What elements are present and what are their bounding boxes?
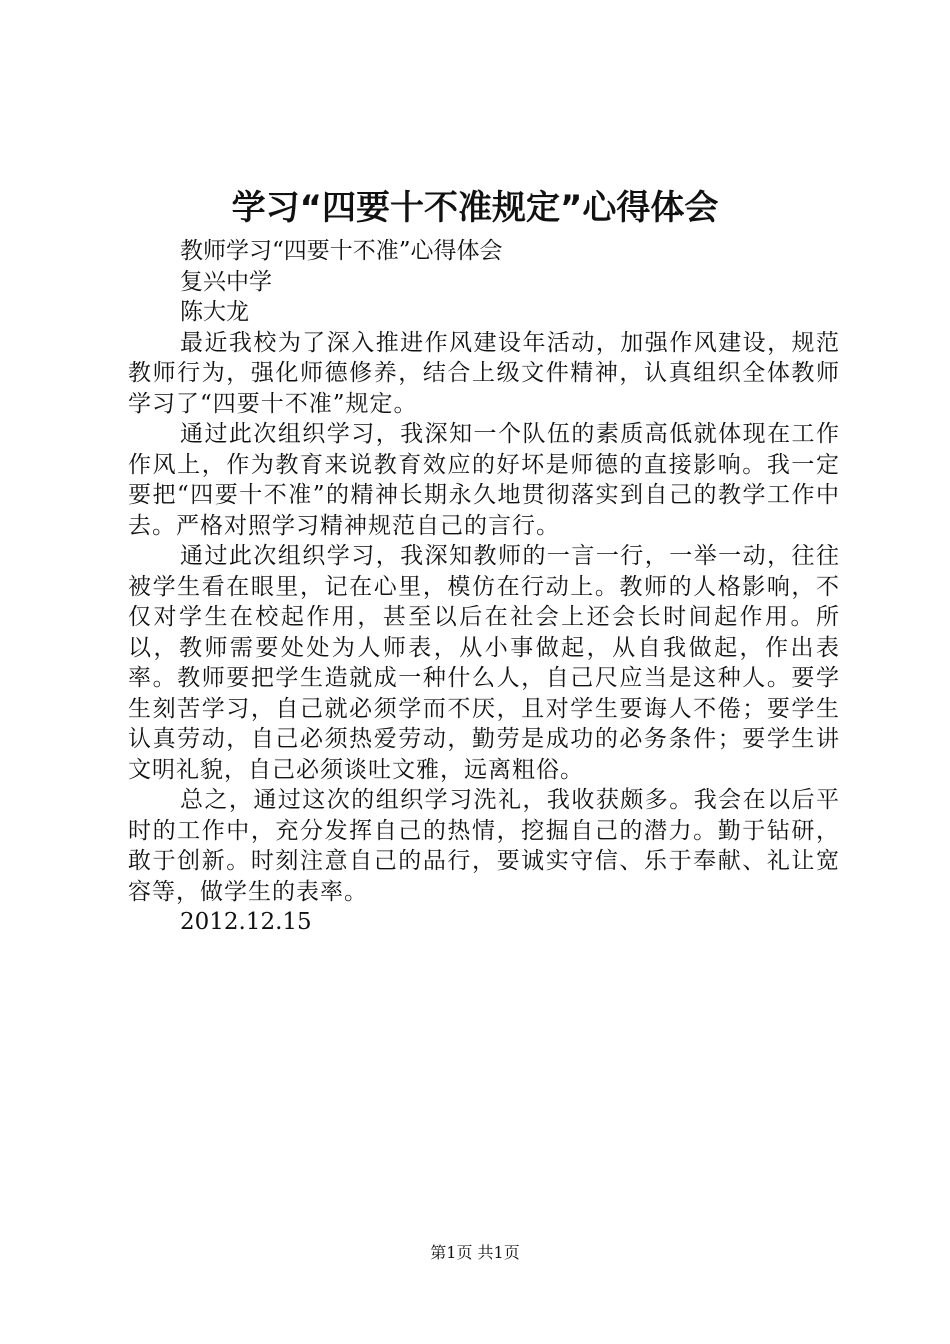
paragraph-1: 最近我校为了深入推进作风建设年活动，加强作风建设，规范教师行为，强化师德修养，结合上级文件精神，认真组织全体教师学习了“四要十不准”规定。	[128, 329, 840, 417]
author-name: 陈大龙	[180, 299, 249, 325]
document-title: 学习“四要十不准规定”心得体会	[231, 188, 719, 228]
document-subtitle: 教师学习“四要十不准”心得体会	[180, 238, 503, 264]
document-date: 2012.12.15	[180, 909, 312, 935]
page-footer: 第1页 共1页	[430, 1243, 520, 1262]
paragraph-3: 通过此次组织学习，我深知教师的一言一行，一举一动，往往被学生看在眼里，记在心里，模仿在行动上。教师的人格影响，不仅对学生在校起作用，甚至以后在社会上还会长时间起作用。所以，教师需要处处为人师表，从小事做起，从自我做起，作出表率。教师要把学生造就成一种什么人，自己尺应当是这种人。要学生刻苦学习，自己就必须学而不厌，且对学生要诲人不倦；要学生认真劳动，自己必须热爱劳动，勤劳是成功的必务条件；要学生讲文明礼貌，自己必须谈吐文雅，远离粗俗。	[128, 543, 840, 783]
paragraph-4: 总之，通过这次的组织学习洗礼，我收获颇多。我会在以后平时的工作中，充分发挥自己的热情，挖掘自己的潜力。勤于钻研，敢于创新。时刻注意自己的品行，要诚实守信、乐于奉献、礼让宽容等，做学生的表率。	[128, 787, 840, 905]
paragraph-2: 通过此次组织学习，我深知一个队伍的素质高低就体现在工作作风上，作为教育来说教育效应的好坏是师德的直接影响。我一定要把“四要十不准”的精神长期永久地贯彻落实到自己的教学工作中去。严格对照学习精神规范自己的言行。	[128, 421, 840, 539]
document-body	[128, 236, 840, 938]
school-name: 复兴中学	[180, 268, 272, 295]
